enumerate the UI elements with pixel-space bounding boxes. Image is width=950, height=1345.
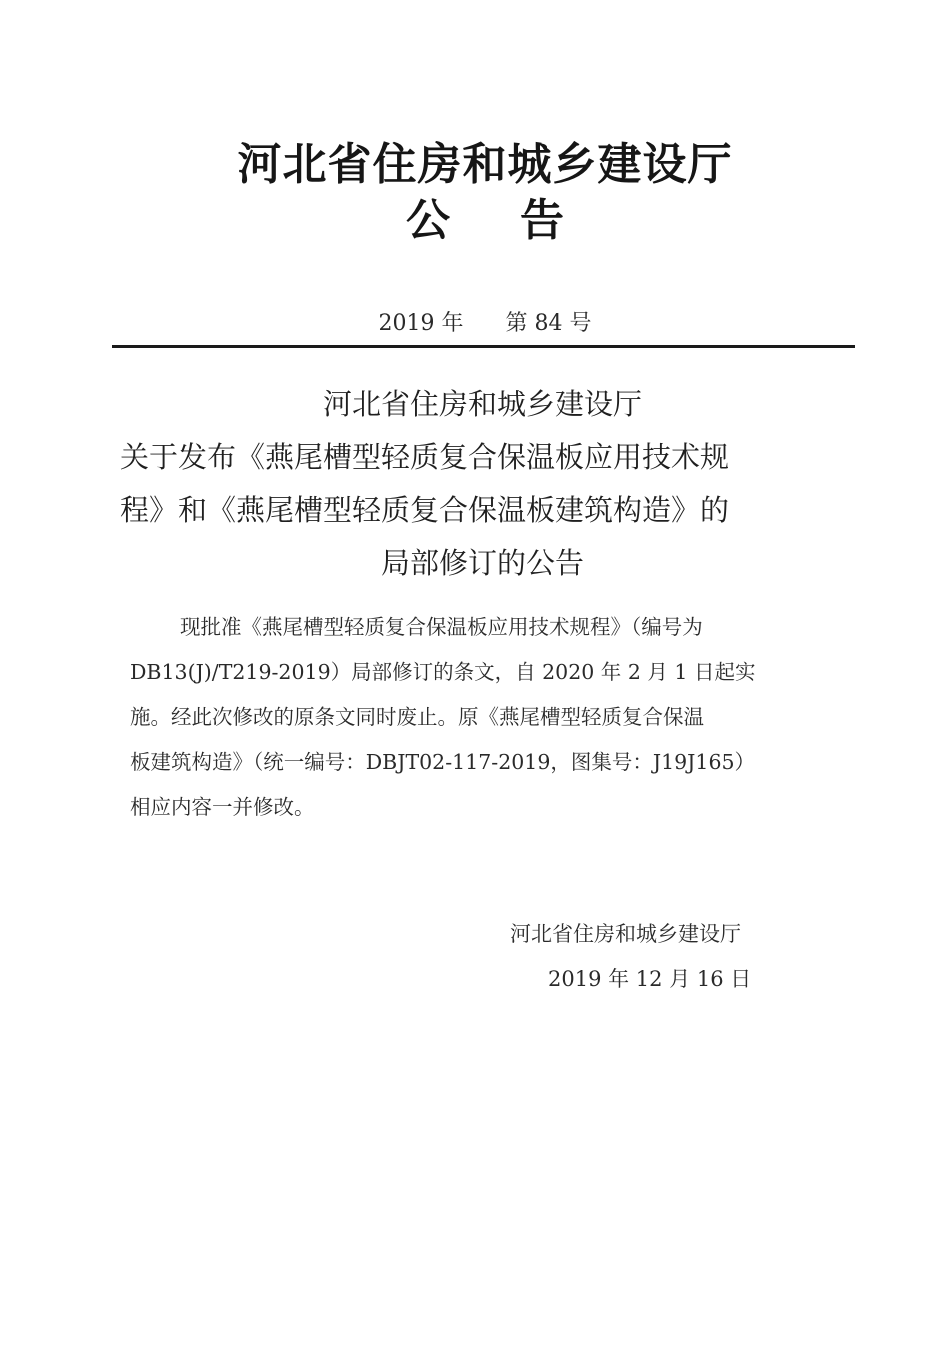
body-line: 现批准《燕尾槽型轻质复合保温板应用技术规程》（编号为	[180, 615, 703, 639]
notice-title	[120, 378, 845, 590]
notice-title-line: 局部修订的公告	[380, 546, 584, 580]
notice-body	[130, 605, 835, 830]
notice-title-line: 河北省住房和城乡建设厅	[322, 387, 642, 421]
document-number: 2019 年 第 84 号	[378, 311, 592, 336]
notice-title-line: 关于发布《燕尾槽型轻质复合保温板应用技术规	[120, 440, 730, 474]
body-line: 相应内容一并修改。	[130, 795, 315, 819]
signature-issuer: 河北省住房和城乡建设厅	[510, 922, 741, 946]
body-line: DB13(J)/T219-2019）局部修订的条文，自 2020 年 2 月 1 日起实	[130, 660, 756, 684]
header-divider	[112, 345, 855, 348]
body-line: 板建筑构造》（统一编号：DBJT02-117-2019，图集号：J19J165）	[130, 750, 756, 774]
notice-title-line: 程》和《燕尾槽型轻质复合保温板建筑构造》的	[120, 493, 730, 527]
body-line: 施。经此次修改的原条文同时废止。原《燕尾槽型轻质复合保温	[130, 705, 704, 729]
document-type-heading: 公告	[406, 195, 634, 246]
issuing-authority-heading: 河北省住房和城乡建设厅	[237, 139, 733, 190]
signature-date: 2019 年 12 月 16 日	[548, 967, 752, 991]
signature-block	[510, 912, 751, 1002]
